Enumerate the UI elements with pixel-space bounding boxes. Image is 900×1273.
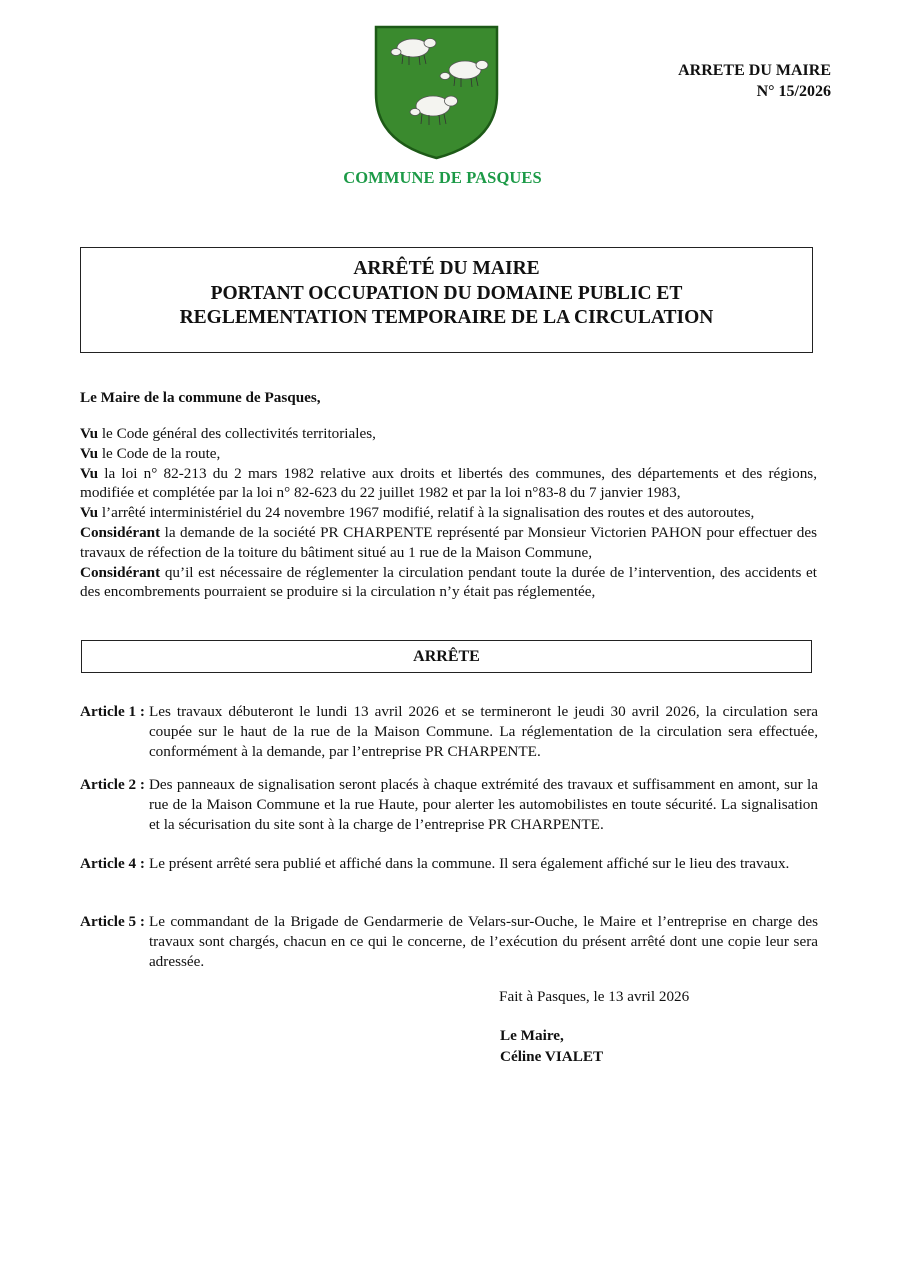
consideration-line: Vu le Code général des collectivités territoriales, [80,425,376,442]
intro-line [80,388,817,408]
article-5 [80,912,818,971]
decree-reference-number: N° 15/2026 [756,83,831,100]
signatory-title: Le Maire, [500,1027,564,1044]
consideration-line: Considérant la demande de la société PR CHARPENTE représenté par Monsieur Victorien PAHON pour effectuer des travaux de réfection de la toiture du bâtiment situé au 1 rue de la Maison Commune, [80,523,817,561]
article-text: Le présent arrêté sera publié et affiché dans la commune. Il sera également affiché sur le lieu des travaux. [148,855,790,872]
consideration-line: Vu la loi n° 82-213 du 2 mars 1982 relative aux droits et libertés des communes, des départements et des régions, modifiée et complétée par la loi n° 82-623 du 22 juillet 1982 et par la loi n°83-8 du 7 janvier 1983, [80,464,817,502]
decree-title-line: REGLEMENTATION TEMPORAIRE DE LA CIRCULATION [179,307,714,328]
decree-title-box [80,247,813,353]
article-label: Article 2 : [80,776,145,793]
article-text: Le commandant de la Brigade de Gendarmerie de Velars-sur-Ouche, le Maire et l’entreprise en charge des travaux sont chargés, chacun en ce qui le concerne, de l’exécution du présent arrêté dont une copie leur sera adressée. [148,913,818,970]
article-label: Article 1 : [80,703,145,720]
signature-block [500,1025,603,1067]
article-4 [80,854,818,874]
crest-shield [376,27,497,158]
decision-heading: ARRÊTE [81,640,812,673]
article-label: Article 4 : [80,855,145,872]
place-and-date: Fait à Pasques, le 13 avril 2026 [499,988,690,1005]
consideration-line: Vu l’arrêté interministériel du 24 novembre 1967 modifié, relatif à la signalisation des routes et des autoroutes, [80,504,755,522]
signatory-name: Céline VIALET [500,1048,604,1065]
commune-crest-logo [373,24,500,161]
decree-title-line: ARRÊTÉ DU MAIRE [353,258,540,279]
decree-title-line: PORTANT OCCUPATION DU DOMAINE PUBLIC ET [210,282,683,304]
consideration-line: Vu le Code de la route, [80,444,221,462]
article-1 [80,702,818,761]
article-label: Article 5 : [80,913,145,930]
article-text: Les travaux débuteront le lundi 13 avril 2026 et se termineront le jeudi 30 avril 2026, la circulation sera coupée sur le haut de la rue de la Maison Commune. La réglementation de la circulation sera effectuée, conformément à la demande, par l’entreprise PR CHARPENTE. [148,703,818,760]
consideration-line: Considérant qu’il est nécessaire de réglementer la circulation pendant toute la durée de l’intervention, des accidents et des encombrements pourraient se produire si la circulation n’y était pas réglementée, [80,563,817,601]
commune-name: COMMUNE DE PASQUES [343,168,542,187]
decree-reference-title: ARRETE DU MAIRE [678,62,831,79]
considerations-block [80,424,817,602]
article-text: Des panneaux de signalisation seront placés à chaque extrémité des travaux et suffisamment en amont, sur la rue de la Maison Commune et la rue Haute, pour alerter les automobilistes en toute sécurité. La signalisation et la sécurisation du site sont à la charge de l’entreprise PR CHARPENTE. [148,776,818,833]
mayor-intro: Le Maire de la commune de Pasques, [80,389,321,406]
article-2 [80,775,818,834]
decree-reference [678,60,831,102]
